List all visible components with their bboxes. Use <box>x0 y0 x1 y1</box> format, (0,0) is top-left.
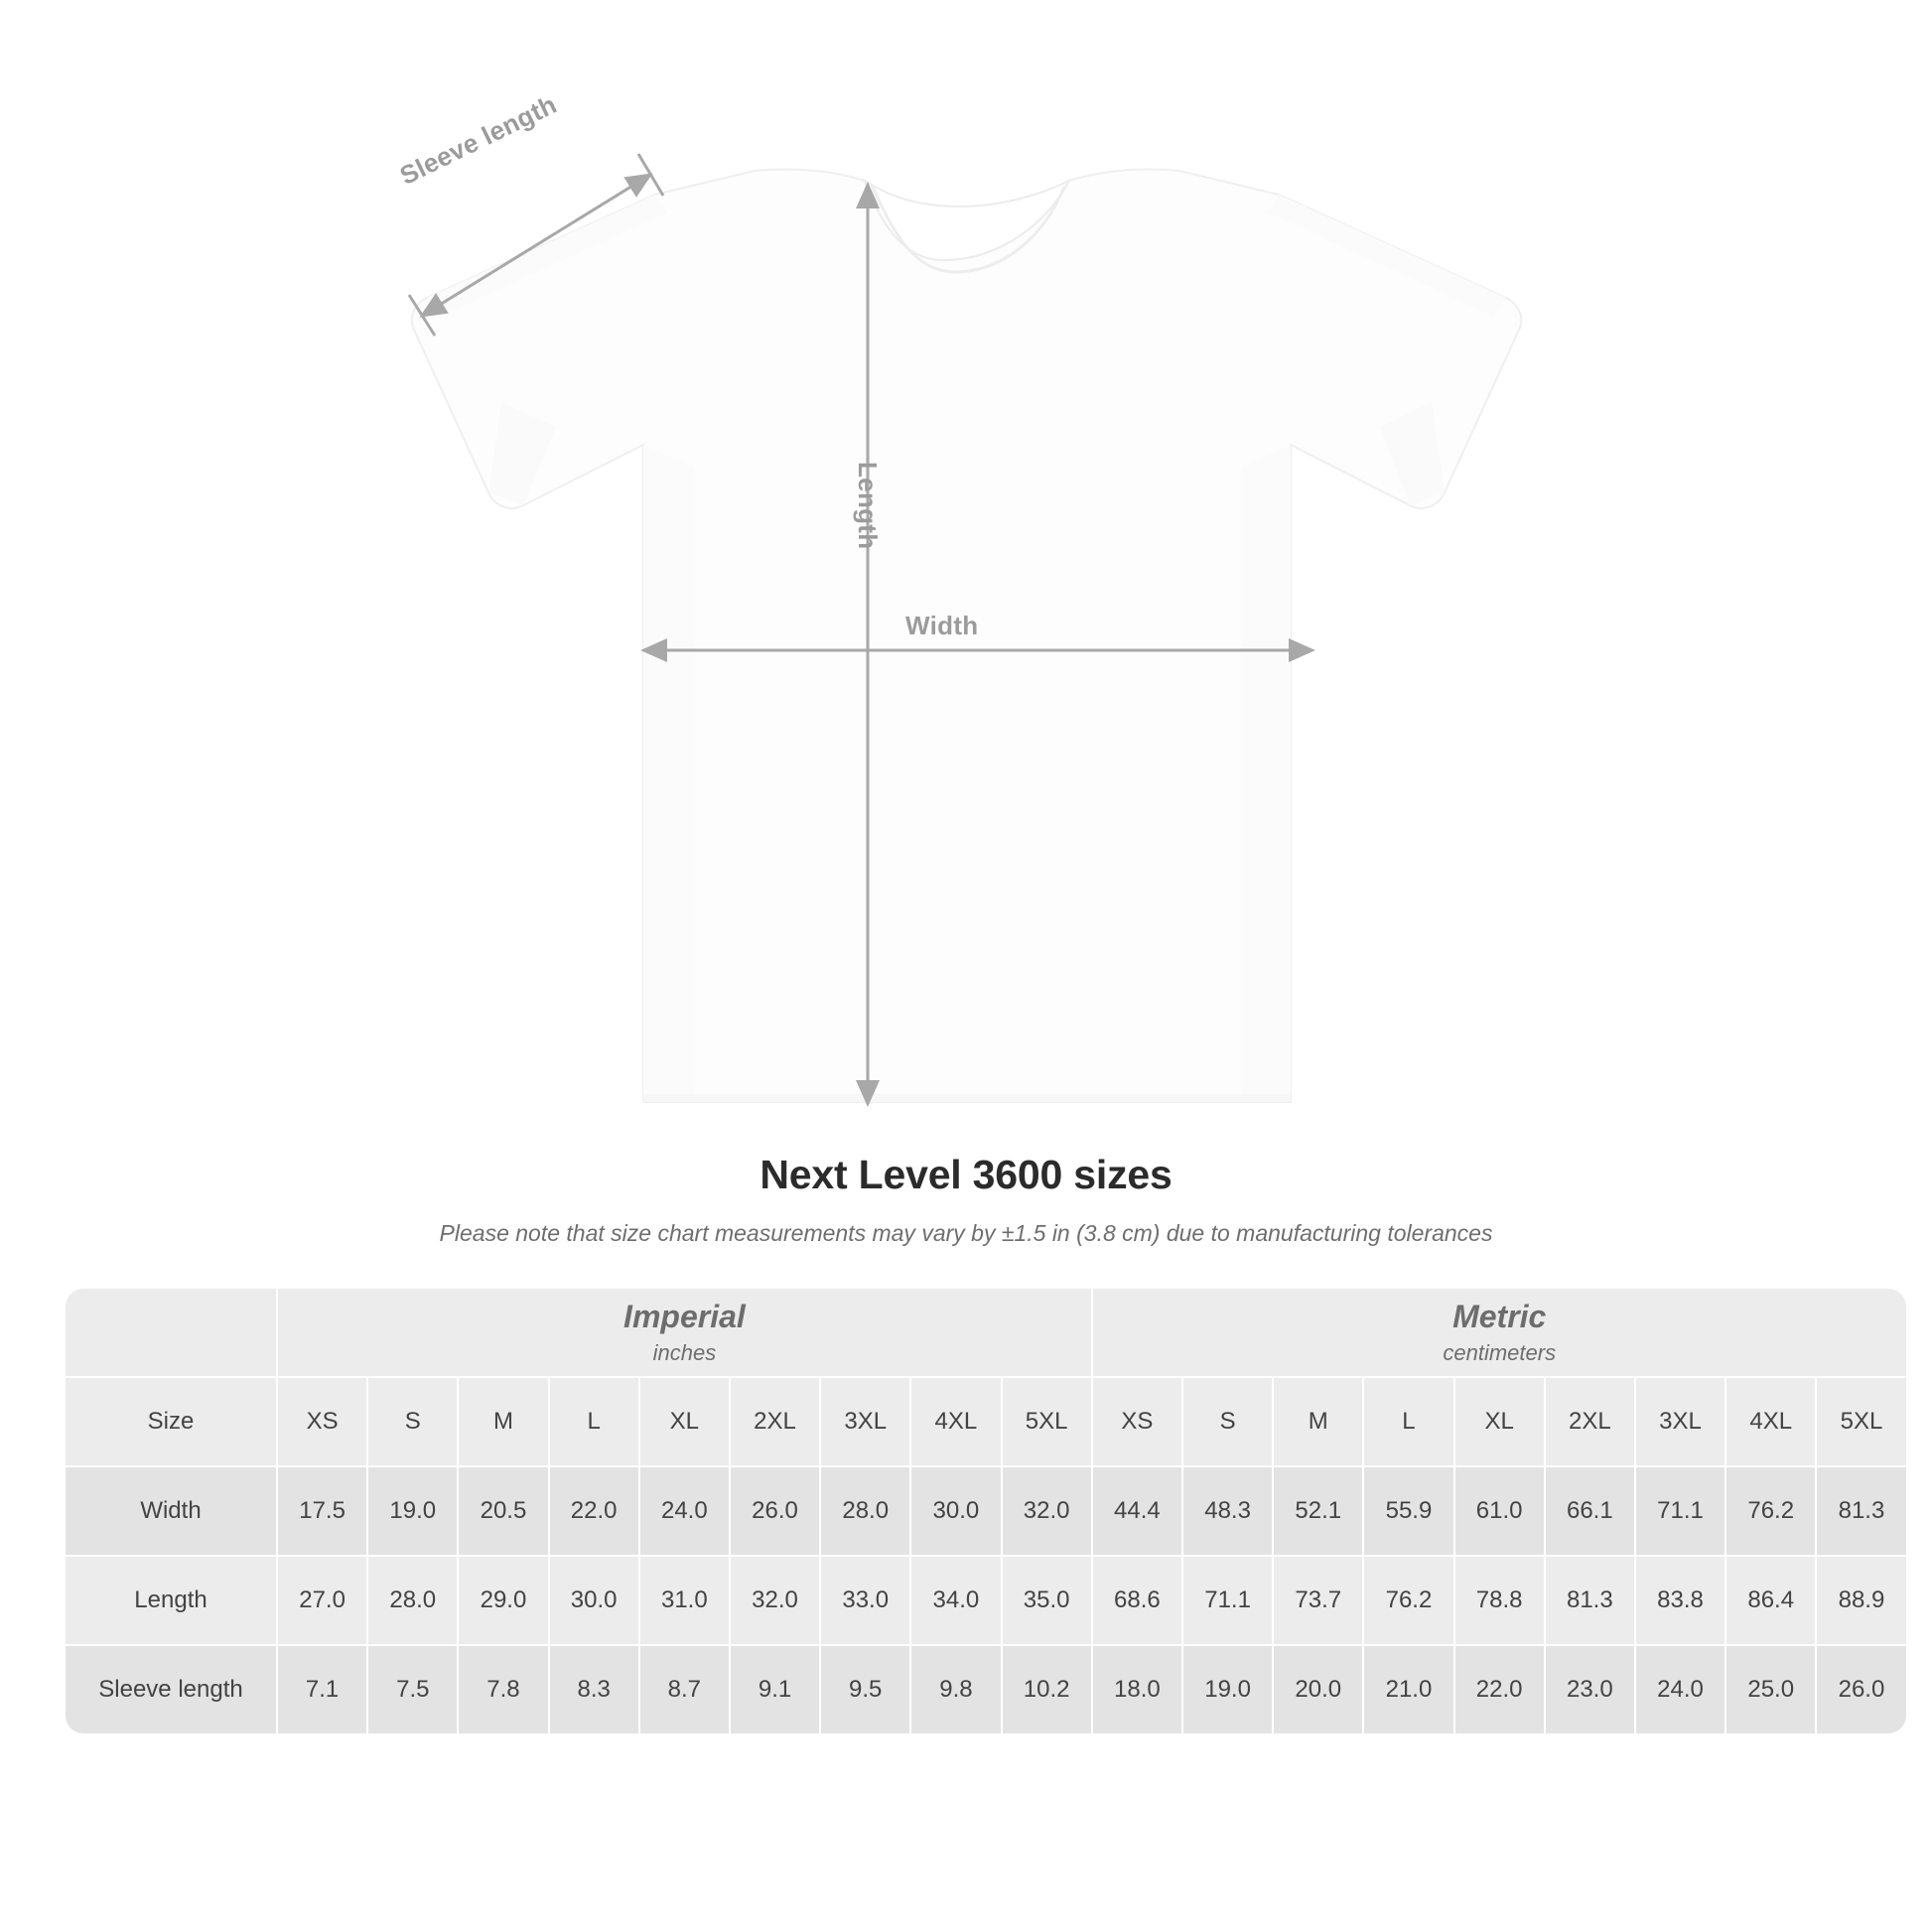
imperial-header-sub: inches <box>652 1339 717 1365</box>
cell-sleeve-in-xs: 7.1 <box>278 1646 366 1733</box>
cell-length-cm-s: 71.1 <box>1183 1557 1272 1644</box>
page-title: Next Level 3600 sizes <box>759 1152 1173 1197</box>
cell-length-in-2xl: 32.0 <box>731 1557 819 1644</box>
cell-sleeve-in-2xl: 9.1 <box>731 1646 819 1733</box>
cell-sleeve-cm-m: 20.0 <box>1274 1646 1362 1733</box>
row-label-width: Width <box>66 1467 276 1555</box>
size-header-imperial-3xl: 3XL <box>821 1378 909 1465</box>
size-table <box>64 1287 1908 1735</box>
cell-width-in-xs: 17.5 <box>278 1467 366 1555</box>
table-size-header-row <box>66 1378 1906 1465</box>
cell-width-in-4xl: 30.0 <box>911 1467 1000 1555</box>
cell-sleeve-cm-l: 21.0 <box>1364 1646 1452 1733</box>
cell-sleeve-in-l: 8.3 <box>550 1646 638 1733</box>
length-label: Length <box>853 462 883 550</box>
cell-length-cm-xl: 78.8 <box>1455 1557 1544 1644</box>
cell-width-in-m: 20.5 <box>459 1467 547 1555</box>
width-label: Width <box>905 611 979 640</box>
cell-width-cm-m: 52.1 <box>1274 1467 1362 1555</box>
size-header-imperial-2xl: 2XL <box>731 1378 819 1465</box>
size-header-metric-xs: XS <box>1093 1378 1181 1465</box>
cell-width-in-5xl: 32.0 <box>1003 1467 1091 1555</box>
imperial-header-label: Imperial <box>623 1298 746 1334</box>
cell-length-cm-4xl: 86.4 <box>1726 1557 1815 1644</box>
size-table-wrapper <box>0 1287 1932 1735</box>
cell-length-in-3xl: 33.0 <box>821 1557 909 1644</box>
table-row-sleeve-length <box>66 1646 1906 1733</box>
cell-width-in-l: 22.0 <box>550 1467 638 1555</box>
cell-sleeve-cm-4xl: 25.0 <box>1726 1646 1815 1733</box>
cell-sleeve-in-4xl: 9.8 <box>911 1646 1000 1733</box>
size-header-metric-l: L <box>1364 1378 1452 1465</box>
cell-width-in-2xl: 26.0 <box>731 1467 819 1555</box>
size-header-metric-3xl: 3XL <box>1636 1378 1725 1465</box>
metric-header-label: Metric <box>1452 1298 1547 1334</box>
cell-length-cm-5xl: 88.9 <box>1817 1557 1905 1644</box>
table-row-length <box>66 1557 1906 1644</box>
table-row-width <box>66 1467 1906 1555</box>
cell-length-cm-2xl: 81.3 <box>1546 1557 1634 1644</box>
cell-sleeve-cm-s: 19.0 <box>1183 1646 1272 1733</box>
cell-length-in-xl: 31.0 <box>640 1557 729 1644</box>
cell-sleeve-in-3xl: 9.5 <box>821 1646 909 1733</box>
cell-length-in-s: 28.0 <box>368 1557 457 1644</box>
cell-length-cm-xs: 68.6 <box>1093 1557 1181 1644</box>
cell-sleeve-cm-2xl: 23.0 <box>1546 1646 1634 1733</box>
size-header-imperial-4xl: 4XL <box>911 1378 1000 1465</box>
size-header-metric-4xl: 4XL <box>1726 1378 1815 1465</box>
row-label-length: Length <box>66 1557 276 1644</box>
cell-length-cm-m: 73.7 <box>1274 1557 1362 1644</box>
cell-width-cm-2xl: 66.1 <box>1546 1467 1634 1555</box>
cell-width-cm-4xl: 76.2 <box>1726 1467 1815 1555</box>
cell-width-cm-l: 55.9 <box>1364 1467 1452 1555</box>
cell-length-cm-l: 76.2 <box>1364 1557 1452 1644</box>
title-block <box>0 1152 1932 1247</box>
cell-width-in-s: 19.0 <box>368 1467 457 1555</box>
cell-sleeve-in-s: 7.5 <box>368 1646 457 1733</box>
cell-sleeve-cm-3xl: 24.0 <box>1636 1646 1725 1733</box>
cell-sleeve-cm-xs: 18.0 <box>1093 1646 1181 1733</box>
size-header-label: Size <box>66 1378 276 1465</box>
size-header-imperial-l: L <box>550 1378 638 1465</box>
cell-width-in-3xl: 28.0 <box>821 1467 909 1555</box>
cell-length-cm-3xl: 83.8 <box>1636 1557 1725 1644</box>
cell-length-in-4xl: 34.0 <box>911 1557 1000 1644</box>
size-header-metric-s: S <box>1183 1378 1272 1465</box>
cell-length-in-m: 29.0 <box>459 1557 547 1644</box>
cell-width-cm-s: 48.3 <box>1183 1467 1272 1555</box>
size-header-metric-m: M <box>1274 1378 1362 1465</box>
metric-header <box>1093 1289 1906 1376</box>
cell-width-in-xl: 24.0 <box>640 1467 729 1555</box>
cell-sleeve-cm-xl: 22.0 <box>1455 1646 1544 1733</box>
cell-length-in-xs: 27.0 <box>278 1557 366 1644</box>
size-header-imperial-xs: XS <box>278 1378 366 1465</box>
size-header-metric-5xl: 5XL <box>1817 1378 1905 1465</box>
row-label-sleeve-length: Sleeve length <box>66 1646 276 1733</box>
table-unit-header-row <box>66 1289 1906 1376</box>
sleeve-length-label: Sleeve length <box>395 88 562 191</box>
cell-sleeve-cm-5xl: 26.0 <box>1817 1646 1905 1733</box>
cell-width-cm-3xl: 71.1 <box>1636 1467 1725 1555</box>
size-header-metric-xl: XL <box>1455 1378 1544 1465</box>
imperial-header <box>278 1289 1091 1376</box>
size-header-imperial-5xl: 5XL <box>1003 1378 1091 1465</box>
size-header-imperial-s: S <box>368 1378 457 1465</box>
cell-width-cm-xl: 61.0 <box>1455 1467 1544 1555</box>
unit-header-blank <box>66 1289 276 1376</box>
size-header-imperial-m: M <box>459 1378 547 1465</box>
size-header-metric-2xl: 2XL <box>1546 1378 1634 1465</box>
cell-width-cm-5xl: 81.3 <box>1817 1467 1905 1555</box>
cell-sleeve-in-m: 7.8 <box>459 1646 547 1733</box>
cell-sleeve-in-5xl: 10.2 <box>1003 1646 1091 1733</box>
size-header-imperial-xl: XL <box>640 1378 729 1465</box>
cell-length-in-l: 30.0 <box>550 1557 638 1644</box>
cell-length-in-5xl: 35.0 <box>1003 1557 1091 1644</box>
cell-sleeve-in-xl: 8.7 <box>640 1646 729 1733</box>
tolerance-note: Please note that size chart measurements may vary by ±1.5 in (3.8 cm) due to manufacturing tolerances <box>439 1220 1493 1246</box>
cell-width-cm-xs: 44.4 <box>1093 1467 1181 1555</box>
metric-header-sub: centimeters <box>1443 1339 1557 1365</box>
